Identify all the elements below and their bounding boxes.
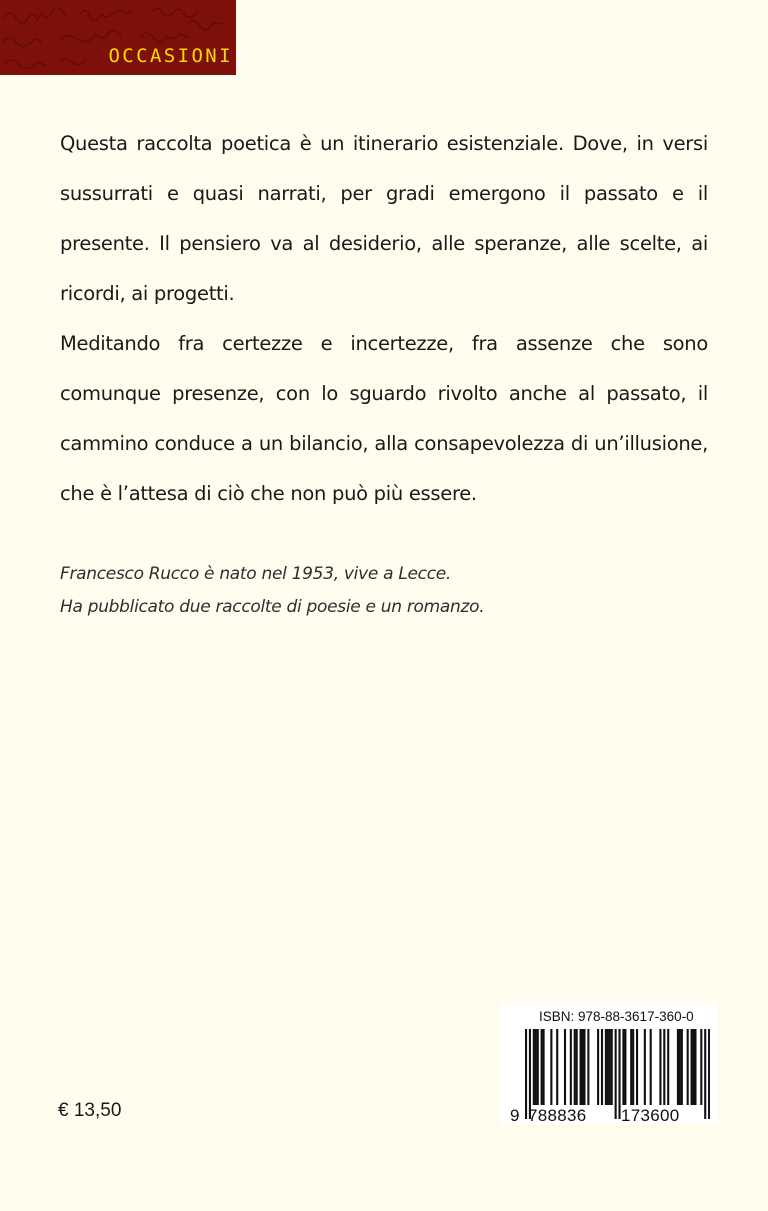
barcode-bar bbox=[677, 1029, 679, 1105]
barcode-bar bbox=[667, 1029, 669, 1105]
barcode-bar bbox=[541, 1029, 543, 1105]
barcode-bar bbox=[700, 1029, 702, 1105]
author-bio-line: Ha pubblicato due raccolte di poesie e un romanzo. bbox=[60, 597, 485, 617]
barcode-bar bbox=[708, 1029, 710, 1119]
barcode-bar bbox=[537, 1029, 539, 1105]
barcode-bar bbox=[574, 1029, 576, 1105]
barcode-right-digits: 173600 bbox=[621, 1106, 680, 1125]
barcode-bar bbox=[564, 1029, 566, 1105]
barcode-bar bbox=[605, 1029, 607, 1105]
barcode-bar bbox=[692, 1029, 694, 1105]
barcode-bar bbox=[624, 1029, 626, 1105]
barcode-bar bbox=[609, 1029, 611, 1105]
barcode-bar bbox=[704, 1029, 706, 1119]
barcode-bar bbox=[581, 1029, 583, 1105]
barcode-bar bbox=[681, 1029, 683, 1105]
barcode-bar bbox=[644, 1029, 646, 1105]
barcode-bar bbox=[622, 1029, 624, 1105]
back-cover-blurb bbox=[60, 119, 708, 519]
barcode-bar bbox=[630, 1029, 632, 1105]
barcode-bar bbox=[533, 1029, 535, 1105]
blurb-paragraph: Meditando fra certezze e incertezze, fra assenze che sono comunque presenze, con lo sguardo rivolto anche al passato, il cammino conduce a un bilancio, alla consapevolezza di un’illusione, che è l’attesa di ciò che non può più essere. bbox=[60, 332, 708, 505]
barcode-bar bbox=[543, 1029, 545, 1105]
barcode-lead-digit: 9 bbox=[510, 1106, 520, 1125]
barcode-bar bbox=[632, 1029, 634, 1105]
barcode-left-digits: 788836 bbox=[528, 1106, 587, 1125]
barcode-bar bbox=[580, 1029, 582, 1105]
barcode-bar bbox=[587, 1029, 589, 1105]
barcode-block bbox=[501, 1002, 718, 1125]
barcode-bar bbox=[597, 1029, 599, 1105]
price: € 13,50 bbox=[58, 1100, 122, 1121]
barcode-bar bbox=[576, 1029, 578, 1105]
barcode-bar bbox=[525, 1029, 527, 1119]
barcode-bar bbox=[650, 1029, 652, 1105]
barcode-bar bbox=[691, 1029, 693, 1105]
barcode-bar bbox=[611, 1029, 613, 1105]
barcode-bar bbox=[570, 1029, 572, 1105]
barcode-bar bbox=[601, 1029, 603, 1105]
series-banner bbox=[0, 0, 236, 75]
barcode-bar bbox=[607, 1029, 609, 1105]
barcode-bar bbox=[550, 1029, 552, 1105]
barcode-bar bbox=[535, 1029, 537, 1105]
barcode-bar bbox=[687, 1029, 689, 1105]
barcode-bar bbox=[659, 1029, 661, 1105]
barcode-bar bbox=[583, 1029, 585, 1105]
author-bio-line: Francesco Rucco è nato nel 1953, vive a Lecce. bbox=[60, 564, 452, 584]
barcode-bar bbox=[694, 1029, 696, 1105]
barcode-bar bbox=[679, 1029, 681, 1105]
barcode-bar bbox=[615, 1029, 617, 1119]
barcode-bar bbox=[636, 1029, 638, 1105]
blurb-paragraph: Questa raccolta poetica è un itinerario esistenziale. Dove, in versi sussurrati e quasi narrati, per gradi emergono il passato e il presente. Il pensiero va al desiderio, alle speranze, alle scelte, ai ricordi, ai progetti. bbox=[60, 132, 708, 305]
series-name: OCCASIONI bbox=[108, 45, 233, 67]
author-bio bbox=[60, 558, 700, 624]
barcode-bar bbox=[556, 1029, 558, 1105]
barcode-bar bbox=[663, 1029, 665, 1105]
isbn-label: ISBN: 978-88-3617-360-0 bbox=[539, 1009, 694, 1024]
